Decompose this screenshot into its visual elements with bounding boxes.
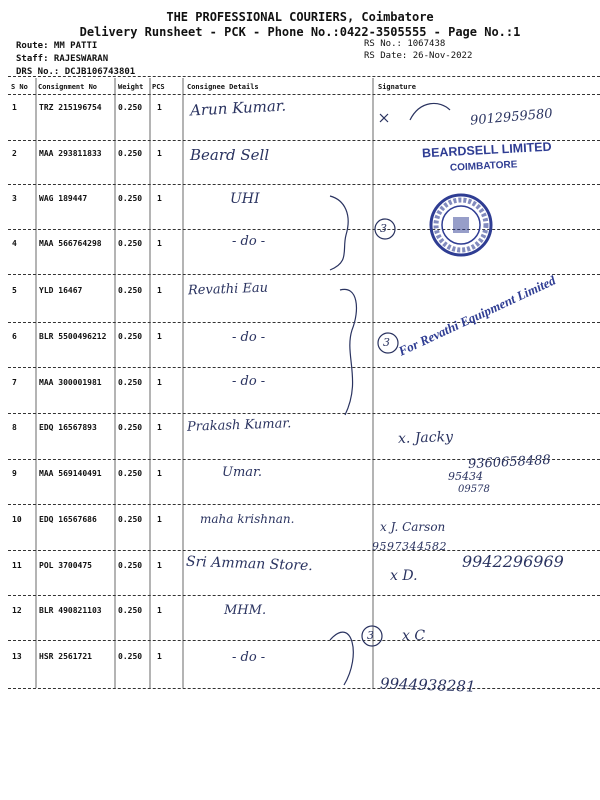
beardsell-stamp-line2: COIMBATORE: [449, 159, 518, 174]
handwritten-consignee: - do -: [232, 234, 266, 249]
row-weight: 0.250: [118, 286, 143, 295]
handwritten-signature: 9012959580: [469, 106, 554, 129]
handwritten-signature: x J. Carson: [380, 520, 446, 534]
col-pcs: PCS: [152, 83, 165, 91]
route-label: Route: MM PATTI: [16, 41, 98, 51]
row-pcs: 1: [157, 561, 162, 570]
row-sno: 11: [12, 561, 22, 570]
handwritten-consignee: - do -: [232, 374, 266, 389]
row-consignment-no: WAG 189447: [39, 194, 88, 203]
row-weight: 0.250: [118, 606, 143, 615]
round-seal-icon: [426, 190, 506, 270]
drs-number: DRS No.: DCJB106743801: [16, 67, 136, 77]
handwritten-consignee: - do -: [232, 650, 266, 665]
row-consignment-no: POL 3700475: [39, 561, 92, 570]
handwritten-consignee: maha krishnan.: [200, 512, 295, 526]
row-sno: 4: [12, 239, 17, 248]
row-pcs: 1: [157, 194, 162, 203]
row-weight: 0.250: [118, 332, 143, 341]
revathi-stamp: For Revathi Equipment Limited: [396, 272, 558, 359]
row-consignment-no: MAA 566764298: [39, 239, 102, 248]
row-sno: 6: [12, 332, 17, 341]
row-pcs: 1: [157, 286, 162, 295]
row-consignment-no: EDQ 16567893: [39, 423, 97, 432]
col-weight: Weight: [118, 83, 144, 91]
row-sno: 1: [12, 103, 17, 112]
row-weight: 0.250: [118, 103, 143, 112]
handwritten-consignee: Prakash Kumar.: [186, 416, 292, 435]
row-sno: 7: [12, 378, 17, 387]
beardsell-stamp-line1: BEARDSELL LIMITED: [421, 139, 552, 161]
row-consignment-no: MAA 569140491: [39, 469, 102, 478]
handwritten-consignee: Sri Amman Store.: [185, 553, 314, 575]
handwritten-signature: x C: [402, 628, 426, 644]
handwritten-phone-row9b: 95434: [448, 470, 483, 483]
handwritten-consignee: Arun Kumar.: [189, 96, 287, 120]
handwritten-phone-row9: 9360658488: [467, 452, 552, 473]
col-consignment: Consignment No: [38, 83, 98, 91]
row-weight: 0.250: [118, 469, 143, 478]
row-sno: 5: [12, 286, 17, 295]
runsheet-title: THE PROFESSIONAL COURIERS, Coimbatore: [166, 10, 434, 24]
row-consignment-no: MAA 300001981: [39, 378, 102, 387]
row-weight: 0.250: [118, 561, 143, 570]
row-pcs: 1: [157, 239, 162, 248]
row-pcs: 1: [157, 103, 162, 112]
row-consignment-no: HSR 2561721: [39, 652, 92, 661]
circled-number-b: 3: [383, 336, 390, 349]
row-pcs: 1: [157, 149, 162, 158]
rs-date: RS Date: 26-Nov-2022: [364, 51, 473, 61]
col-signature: Signature: [378, 83, 416, 91]
handwritten-signature: x D.: [390, 568, 418, 584]
row-sno: 3: [12, 194, 17, 203]
row-pcs: 1: [157, 469, 162, 478]
handwritten-consignee: Beard Sell: [190, 146, 270, 164]
circled-number-a: 3: [380, 222, 387, 235]
row-weight: 0.250: [118, 239, 143, 248]
handwritten-phone-row11: 9942296969: [462, 552, 564, 571]
circled-number-c: 3: [367, 629, 374, 642]
row-sno: 2: [12, 149, 17, 158]
col-sno: S No: [11, 83, 28, 91]
handwritten-phone-row13: 9944938281: [379, 674, 476, 696]
row-consignment-no: BLR 5500496212: [39, 332, 107, 341]
row-pcs: 1: [157, 515, 162, 524]
row-weight: 0.250: [118, 515, 143, 524]
row-sno: 10: [12, 515, 22, 524]
row-pcs: 1: [157, 378, 162, 387]
row-weight: 0.250: [118, 423, 143, 432]
row-weight: 0.250: [118, 194, 143, 203]
row-weight: 0.250: [118, 378, 143, 387]
row-pcs: 1: [157, 606, 162, 615]
row-consignment-no: TRZ 215196754: [39, 103, 102, 112]
row-consignment-no: MAA 293811833: [39, 149, 102, 158]
row-weight: 0.250: [118, 652, 143, 661]
staff-label: Staff: RAJESWARAN: [16, 54, 109, 64]
row-sno: 8: [12, 423, 17, 432]
row-pcs: 1: [157, 332, 162, 341]
row-sno: 13: [12, 652, 22, 661]
row-sno: 12: [12, 606, 22, 615]
row-consignment-no: YLD 16467: [39, 286, 83, 295]
handwritten-signature: x. Jacky: [397, 429, 454, 447]
handwritten-consignee: MHM.: [224, 603, 267, 618]
handwritten-consignee: UHI: [230, 191, 260, 207]
handwritten-phone-row9c: 09578: [458, 484, 490, 495]
row-sno: 9: [12, 469, 17, 478]
runsheet-subtitle: Delivery Runsheet - PCK - Phone No.:0422-3505555 - Page No.:1: [79, 25, 521, 39]
handwritten-consignee: Umar.: [222, 465, 262, 480]
row-consignment-no: BLR 490821103: [39, 606, 102, 615]
row-weight: 0.250: [118, 149, 143, 158]
rs-number: RS No.: 1067438: [364, 39, 446, 49]
handwritten-phone-row10: 9597344582: [372, 540, 447, 553]
row-pcs: 1: [157, 423, 162, 432]
row-pcs: 1: [157, 652, 162, 661]
row-consignment-no: EDQ 16567686: [39, 515, 97, 524]
handwritten-consignee: Revathi Eau: [187, 280, 269, 299]
col-consignee: Consignee Details: [187, 83, 259, 91]
handwritten-consignee: - do -: [232, 330, 266, 345]
